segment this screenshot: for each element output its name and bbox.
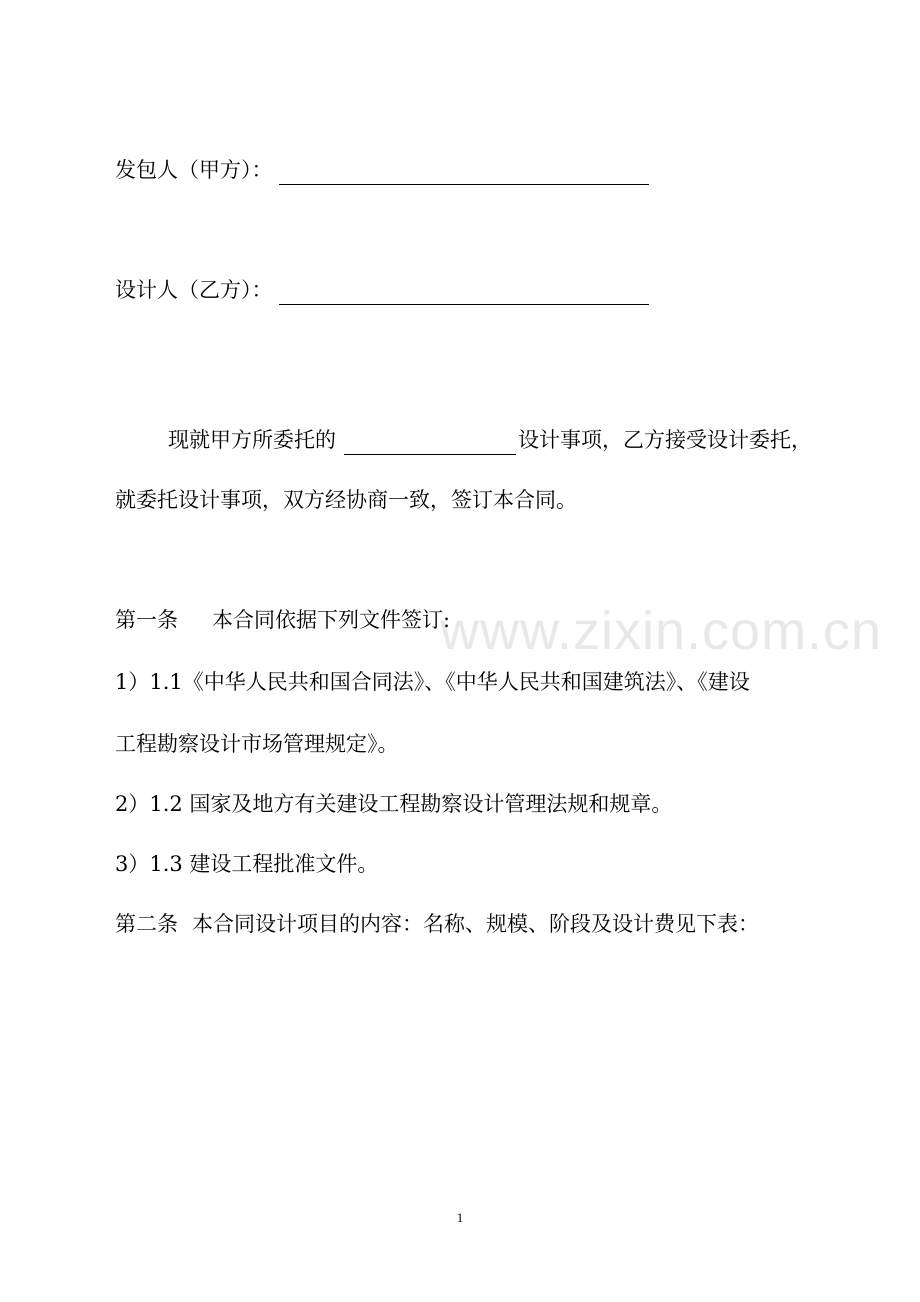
project-name-blank bbox=[344, 432, 516, 455]
article-1-item-3: 3）1.3 建设工程批准文件。 bbox=[115, 852, 379, 876]
article-1-number: 第一条 bbox=[115, 608, 178, 632]
article-2-heading bbox=[115, 909, 759, 939]
article-1-item-2: 2）1.2 国家及地方有关建设工程勘察设计管理法规和规章。 bbox=[115, 792, 673, 816]
article-2-number: 第二条 bbox=[115, 912, 178, 936]
party-a-line bbox=[115, 155, 649, 185]
article-1-item-1-line-2: 工程勘察设计市场管理规定》。 bbox=[115, 732, 399, 756]
party-b-line bbox=[115, 275, 649, 305]
party-b-blank bbox=[279, 282, 649, 305]
watermark: www.zixin.com.cn bbox=[440, 601, 883, 661]
party-a-blank bbox=[279, 162, 649, 185]
article-1-heading bbox=[115, 605, 450, 635]
intro-text-before: 现就甲方所委托的 bbox=[168, 428, 336, 452]
article-2-title: 本合同设计项目的内容：名称、规模、阶段及设计费见下表： bbox=[192, 912, 759, 936]
intro-line-2: 就委托设计事项，双方经协商一致，签订本合同。 bbox=[115, 488, 577, 512]
page-number: 1 bbox=[456, 1210, 464, 1225]
article-1-item-1-line-1: 1）1.1《中华人民共和国合同法》、《中华人民共和国建筑法》、《建设 bbox=[115, 670, 750, 694]
article-1-title: 本合同依据下列文件签订: bbox=[212, 608, 451, 632]
intro-line-1 bbox=[168, 425, 812, 455]
party-b-label: 设计人（乙方）： bbox=[115, 278, 273, 302]
intro-text-after: 设计事项，乙方接受设计委托， bbox=[518, 428, 812, 452]
party-a-label: 发包人（甲方）： bbox=[115, 158, 273, 182]
